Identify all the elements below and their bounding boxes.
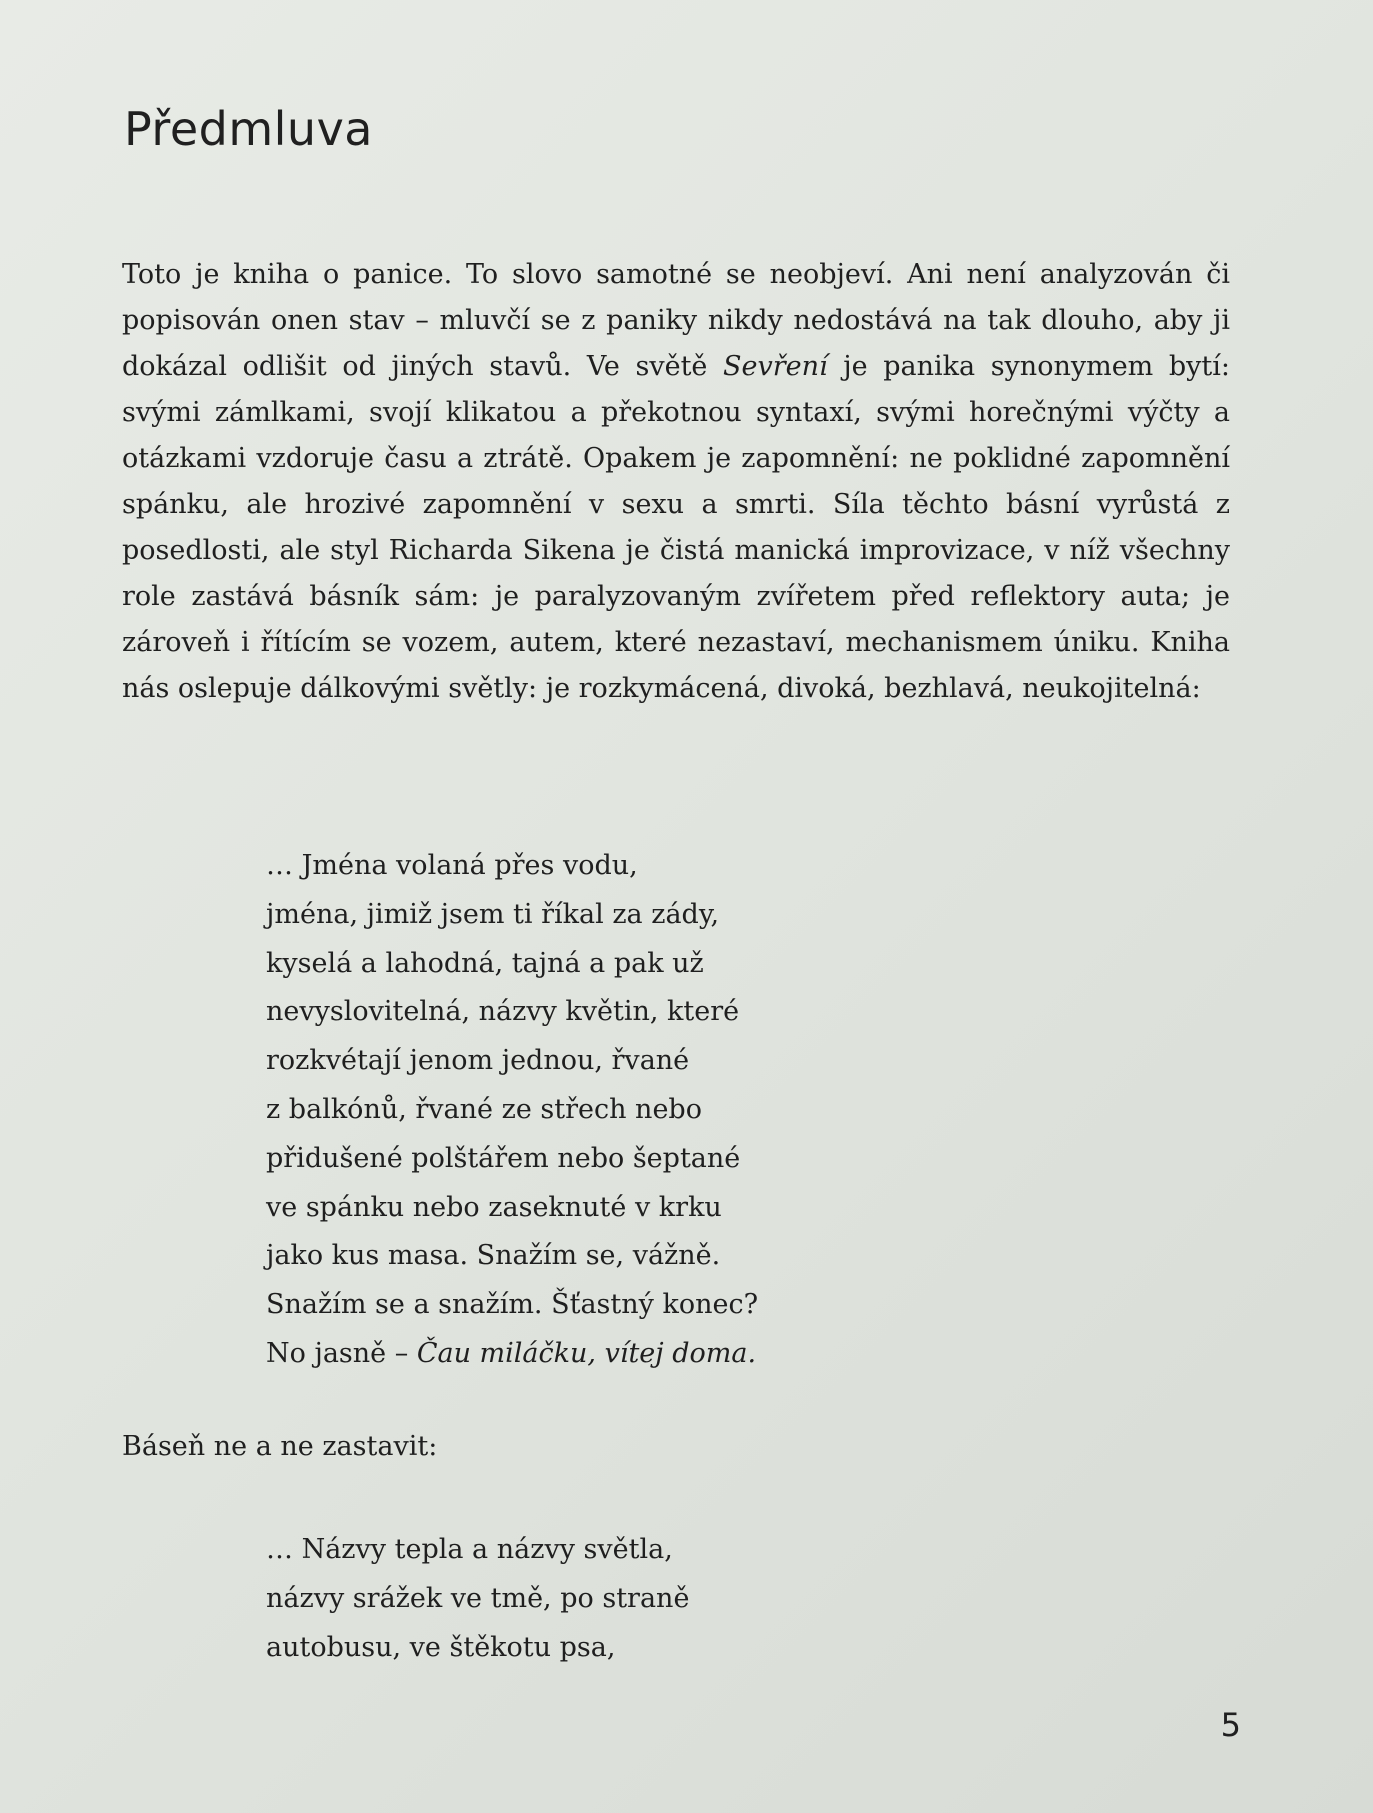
poem-1-line: Snažím se a snažím. Šťastný konec? — [266, 1289, 759, 1321]
poem-2-line: autobusu, ve štěkotu psa, — [266, 1631, 616, 1663]
poem-1-line: kyselá a lahodná, tajná a pak už — [266, 947, 704, 979]
page-number: 5 — [1220, 1706, 1241, 1744]
poem-1-last-line-start: No jasně – — [266, 1337, 417, 1369]
poem-excerpt-2 — [266, 1526, 689, 1672]
poem-1-line: … Jména volaná přes vodu, — [266, 850, 638, 881]
poem-1-last-line-italic: Čau miláčku, vítej doma. — [416, 1337, 757, 1369]
poem-1-line: jako kus masa. Snažím se, vážně. — [266, 1240, 721, 1272]
poem-2-line: názvy srážek ve tmě, po straně — [266, 1582, 690, 1614]
poem-1-line: jména, jimiž jsem ti říkal za zády, — [266, 898, 720, 930]
poem-2-line: … Názvy tepla a názvy světla, — [266, 1534, 673, 1565]
poem-1-line: nevyslovitelná, názvy květin, které — [266, 996, 740, 1028]
poem-excerpt-1 — [266, 842, 758, 1379]
page-title: Předmluva — [124, 102, 373, 156]
poem-1-line: přidušené polštářem nebo šeptané — [266, 1142, 741, 1174]
poem-1-line: z balkónů, řvané ze střech nebo — [266, 1093, 702, 1125]
intro-text-part-1: Toto je kniha o panice. To slovo samotné se neobjeví. Ani není analyzován či popisován onen stav – mluvčí se z paniky nikdy nedostává na tak dlouho, aby ji dokázal odlišit od jiných stavů. Ve světě — [122, 259, 1230, 382]
poem-1-line: ve spánku nebo zaseknuté v krku — [266, 1191, 722, 1223]
bridge-paragraph: Báseň ne a ne zastavit: — [122, 1431, 438, 1462]
intro-text-part-2: je panika synonymem bytí: svými zámlkami, svojí klikatou a překotnou syntaxí, svými horečnými výčty a otázkami vzdoruje času a ztrátě. Opakem je zapomnění: ne poklidné zapomnění spánku, ale hrozivé zapomnění v sexu a smrti. Síla těchto básní vyrůstá z posedlosti, ale styl Richarda Sikena je čistá manická improvizace, v níž všechny role zastává básník sám: je paralyzovaným zvířetem před reflektory auta; je zároveň i řítícím se vozem, autem, které nezastaví, mechanismem úniku. Kniha nás oslepuje dálkovými světly: je rozkymácená, divoká, bezhlavá, neukojitelná: — [122, 351, 1231, 704]
intro-paragraph — [122, 252, 1230, 712]
book-title-italic: Sevření — [723, 351, 828, 382]
poem-1-line: rozkvétají jenom jednou, řvané — [266, 1045, 690, 1077]
poem-1-last-line — [266, 1330, 758, 1379]
